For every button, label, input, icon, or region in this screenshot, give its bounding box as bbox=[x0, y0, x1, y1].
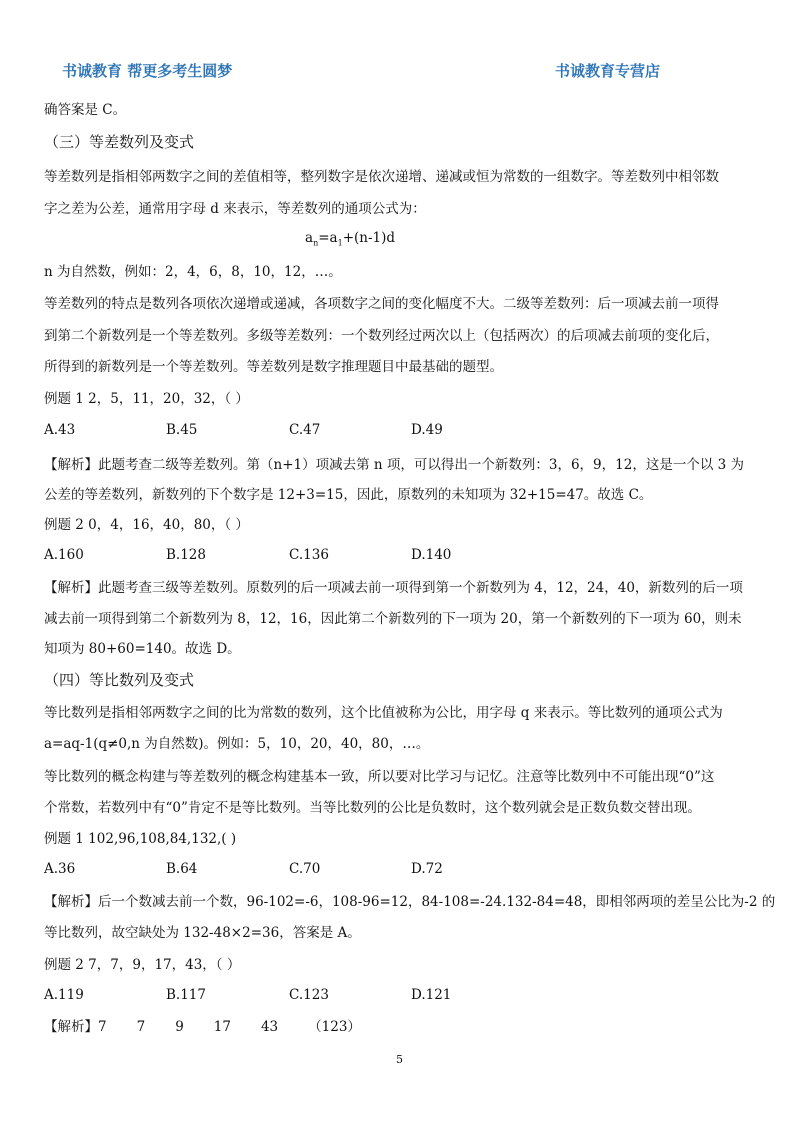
text-line: 到第二个新数列是一个等差数列。多级等差数列：一个数列经过两次以上（包括两次）的后项减去前项的变化后， bbox=[44, 328, 719, 344]
analysis-label: 【解析】 bbox=[44, 1019, 98, 1035]
option-a: A.119 bbox=[44, 987, 84, 1003]
sequence-value: 7 bbox=[136, 1019, 146, 1035]
analysis-text: 【解析】此题考查二级等差数列。第（n+1）项减去第 n 项，可以得出一个新数列：3，6，9，12，这是一个以 3 为 bbox=[44, 457, 744, 473]
analysis-text: 减去前一项得到第二个新数列为 8，12，16，因此第二个新数列的下一项为 20，第一个新数列的下一项为 60，则未 bbox=[44, 611, 742, 627]
example-question: 例题 1 102,96,108,84,132,( ) bbox=[44, 831, 237, 847]
example-question: 例题 2 7，7，9，17，43，（ ） bbox=[44, 957, 241, 973]
text-line: 等差数列的特点是数列各项依次递增或递减，各项数字之间的变化幅度不大。二级等差数列：后一项减去前一项得 bbox=[44, 296, 719, 312]
section-heading-geometric: （四）等比数列及变式 bbox=[44, 671, 195, 689]
example-question: 例题 1 2，5，11，20，32，（ ） bbox=[44, 391, 249, 407]
text-line: 所得到的新数列是一个等差数列。等差数列是数字推理题目中最基础的题型。 bbox=[44, 359, 503, 375]
option-c: C.47 bbox=[289, 422, 321, 438]
option-a: A.160 bbox=[44, 547, 84, 563]
example-question: 例题 2 0，4，16，40，80，（ ） bbox=[44, 517, 249, 533]
sequence-value: 17 bbox=[213, 1019, 231, 1035]
option-c: C.70 bbox=[289, 861, 321, 877]
sequence-value: 7 bbox=[98, 1019, 107, 1035]
option-d: D.72 bbox=[411, 861, 443, 877]
text-line: 个常数，若数列中有“0”肯定不是等比数列。当等比数列的公比是负数时，这个数列就会是正数负数交替出现。 bbox=[44, 800, 701, 816]
text-line: 字之差为公差，通常用字母 d 来表示，等差数列的通项公式为： bbox=[44, 201, 426, 217]
header-store-name: 书诚教育专营店 bbox=[555, 62, 661, 80]
analysis-text: 知项为 80+60=140。故选 D。 bbox=[44, 641, 241, 657]
sequence-value: 9 bbox=[175, 1019, 184, 1035]
arithmetic-formula: $a_n=a_1+(n-1)d$ bbox=[305, 230, 396, 248]
option-b: B.45 bbox=[166, 422, 198, 438]
text-line: 等比数列的概念构建与等差数列的概念构建基本一致，所以要对比学习与记忆。注意等比数列中不可能出现“0”这 bbox=[44, 769, 715, 785]
header-slogan: 书诚教育 帮更多考生圆梦 bbox=[62, 62, 233, 80]
option-c: C.123 bbox=[289, 987, 329, 1003]
option-b: B.128 bbox=[166, 547, 206, 563]
option-b: B.117 bbox=[166, 987, 206, 1003]
analysis-sequence bbox=[44, 1018, 361, 1036]
text-line: 确答案是 C。 bbox=[44, 102, 127, 118]
option-d: D.49 bbox=[411, 422, 443, 438]
sequence-answer: （123） bbox=[308, 1019, 361, 1035]
text-line: 等差数列是指相邻两数字之间的差值相等，整列数字是依次递增、递减或恒为常数的一组数字。等差数列中相邻数 bbox=[44, 169, 719, 185]
option-a: A.36 bbox=[44, 861, 76, 877]
analysis-text: 【解析】此题考查三级等差数列。原数列的后一项减去前一项得到第一个新数列为 4，12，24，40，新数列的后一项 bbox=[44, 580, 743, 596]
text-line: n 为自然数，例如：2，4，6，8，10，12，…。 bbox=[44, 264, 342, 280]
page-number: 5 bbox=[396, 1053, 403, 1066]
option-d: D.140 bbox=[411, 547, 452, 563]
text-line: 等比数列是指相邻两数字之间的比为常数的数列，这个比值被称为公比，用字母 q 来表示。等比数列的通项公式为 bbox=[44, 705, 723, 721]
analysis-text: 公差的等差数列，新数列的下个数字是 12+3=15，因此，原数列的未知项为 32+15=47。故选 C。 bbox=[44, 487, 653, 503]
option-b: B.64 bbox=[166, 861, 198, 877]
option-c: C.136 bbox=[289, 547, 329, 563]
analysis-text: 等比数列，故空缺处为 132-48×2=36，答案是 A。 bbox=[44, 925, 361, 941]
section-heading-arithmetic: （三）等差数列及变式 bbox=[44, 133, 195, 151]
option-a: A.43 bbox=[44, 422, 76, 438]
sequence-value: 43 bbox=[260, 1019, 279, 1035]
option-d: D.121 bbox=[411, 987, 452, 1003]
analysis-text: 【解析】后一个数减去前一个数，96-102=-6，108-96=12，84-108=-24.132-84=48，即相邻两项的差呈公比为-2 的 bbox=[44, 894, 776, 910]
text-line: a=aq-1(q≠0,n 为自然数)。例如：5，10，20，40，80，…。 bbox=[44, 736, 430, 752]
